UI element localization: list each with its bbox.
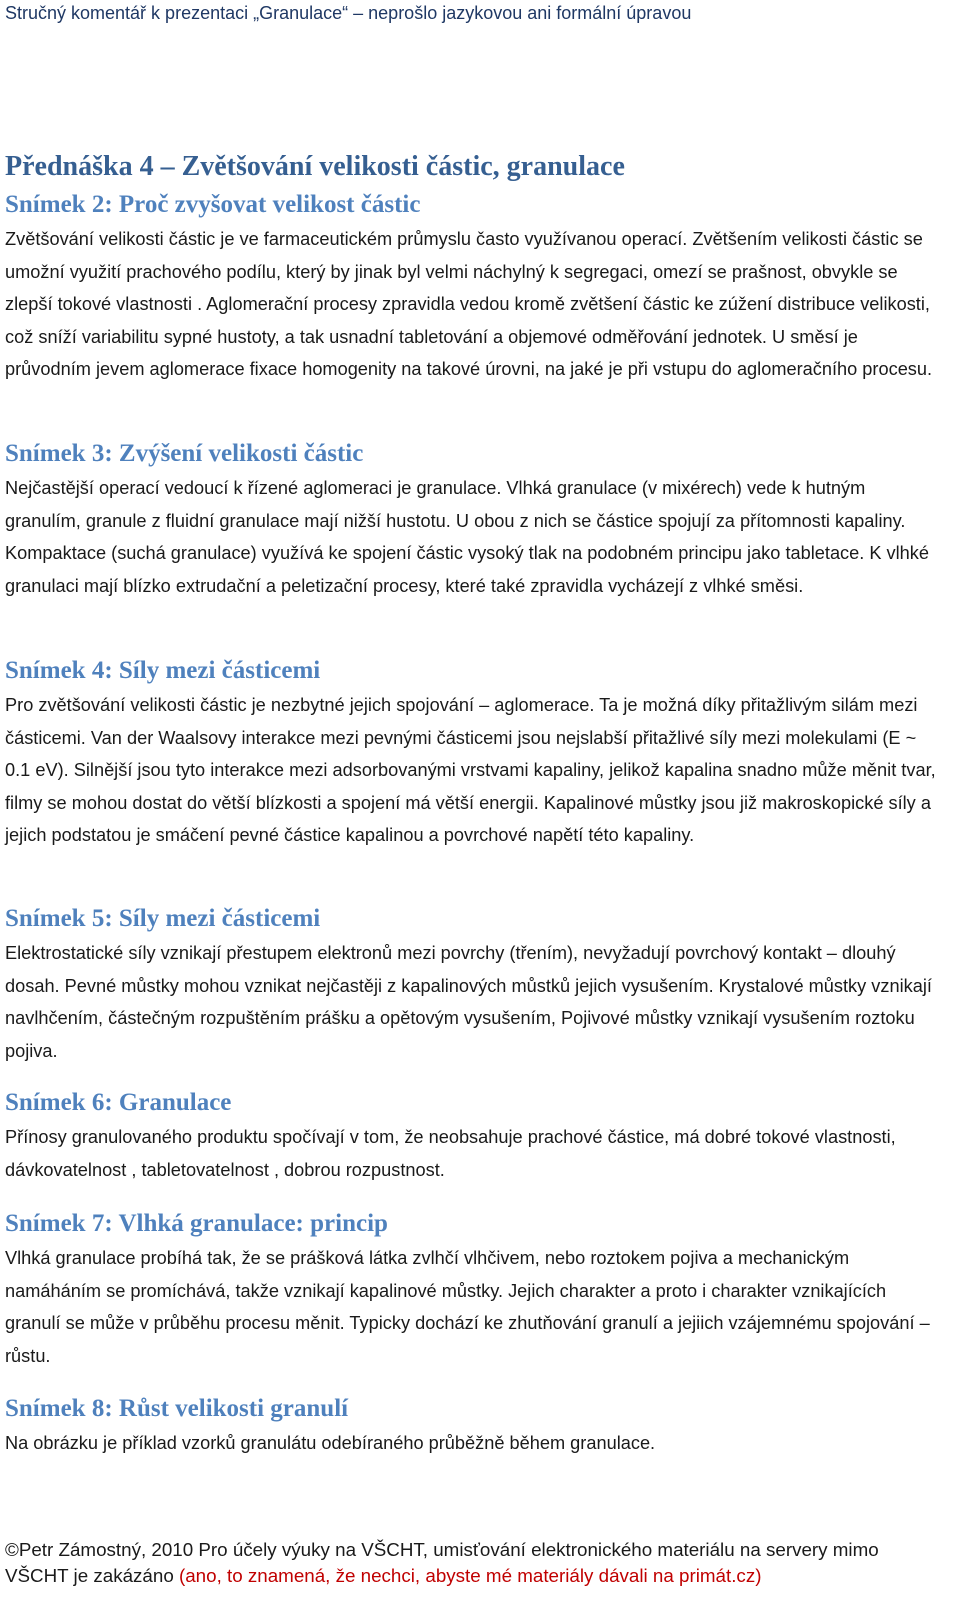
section-text: Přínosy granulovaného produktu spočívají v tom, že neobsahuje prachové částice, má dobré tokové vlastnosti, dávkovatelnost , tabletovatelnost , dobrou rozpustnost. xyxy=(5,1127,896,1180)
section-slide-6 xyxy=(5,1088,940,1186)
header-note: Stručný komentář k prezentaci „Granulace“ – neprošlo jazykovou ani formální úpravou xyxy=(5,3,692,23)
section-heading: Snímek 4: Síly mezi částicemi xyxy=(5,657,321,684)
section-text: Zvětšování velikosti částic je ve farmaceutickém průmyslu často využívanou operací. Zvětšením velikosti částic se umožní využití prachového podílu, který by jinak byl velmi náchylný k segregaci, omezí se prašnost, obvykle se zlepší tokové vlastnosti . Aglomerační procesy zpravidla vedou kromě zvětšení částic ke zúžení distribuce velikosti, což sníží variabilitu sypné hustoty, a tak usnadní tabletování a objemové odměřování jednotek. U směsí je průvodním jevem aglomerace fixace homogenity na takové úrovni, na jaké je při vstupu do aglomeračního procesu. xyxy=(5,229,933,379)
section-text: Na obrázku je příklad vzorků granulátu odebíraného průběžně během granulace. xyxy=(5,1433,656,1453)
section-slide-2 xyxy=(5,190,940,386)
copyright-footer xyxy=(5,1537,940,1589)
section-heading: Snímek 3: Zvýšení velikosti částic xyxy=(5,440,364,467)
section-slide-8 xyxy=(5,1394,940,1460)
document-title: Přednáška 4 – Zvětšování velikosti částic, granulace xyxy=(5,150,625,182)
section-heading: Snímek 6: Granulace xyxy=(5,1089,232,1116)
section-heading: Snímek 8: Růst velikosti granulí xyxy=(5,1395,349,1422)
section-slide-5 xyxy=(5,904,940,1067)
section-slide-7 xyxy=(5,1209,940,1372)
section-heading: Snímek 2: Proč zvyšovat velikost částic xyxy=(5,191,421,218)
section-slide-3 xyxy=(5,439,940,602)
copyright-text: ©Petr Zámostný, 2010 Pro účely výuky na VŠCHT, umisťování elektronického materiálu na servery mimo VŠCHT je zakázáno xyxy=(5,1539,879,1586)
section-text: Pro zvětšování velikosti částic je nezbytné jejich spojování – aglomerace. Ta je možná díky přitažlivým silám mezi částicemi. Van der Waalsovy interakce mezi pevnými částicemi jsou nejslabší přitažlivé síly mezi molekulami (E ~ 0.1 eV). Silnější jsou tyto interakce mezi adsorbovanými vrstvami kapaliny, jelikož kapalina snadno může měnit tvar, filmy se mohou dostat do větší blízkosti a spojení má větší energii. Kapalinové můstky jsou již makroskopické síly a jejich podstatou je smáčení pevné částice kapalinou a povrchové napětí této kapaliny. xyxy=(5,695,936,845)
copyright-warning: (ano, to znamená, že nechci, abyste mé materiály dávali na primát.cz) xyxy=(178,1565,762,1586)
section-heading: Snímek 5: Síly mezi částicemi xyxy=(5,905,321,932)
section-text: Vlhká granulace probíhá tak, že se prášková látka zvlhčí vlhčivem, nebo roztokem pojiva a mechanickým namáháním se promíchává, takže vznikají kapalinové můstky. Jejich charakter a proto i charakter vznikajících granulí se může v průběhu procesu měnit. Typicky dochází ke zhutňování granulí a jejiich vzájemnému spojování – růstu. xyxy=(5,1248,930,1366)
section-text: Elektrostatické síly vznikají přestupem elektronů mezi povrchy (třením), nevyžadují povrchový kontakt – dlouhý dosah. Pevné můstky mohou vznikat nejčastěji z kapalinových můstků jejich vysušením. Krystalové můstky vznikají navlhčením, částečným rozpuštěním prášku a opětovým vysušením, Pojivové můstky vznikají vysušením roztoku pojiva. xyxy=(5,943,932,1061)
section-heading: Snímek 7: Vlhká granulace: princip xyxy=(5,1210,388,1237)
section-text: Nejčastější operací vedoucí k řízené aglomeraci je granulace. Vlhká granulace (v mixérech) vede k hutným granulím, granule z fluidní granulace mají nižší hustotu. U obou z nich se částice spojují za přítomnosti kapaliny. Kompaktace (suchá granulace) využívá ke spojení částic vysoký tlak na podobném principu jako tabletace. K vlhké granulaci mají blízko extrudační a peletizační procesy, které také zpravidla vycházejí z vlhké směsi. xyxy=(5,478,930,596)
section-slide-4 xyxy=(5,656,940,852)
